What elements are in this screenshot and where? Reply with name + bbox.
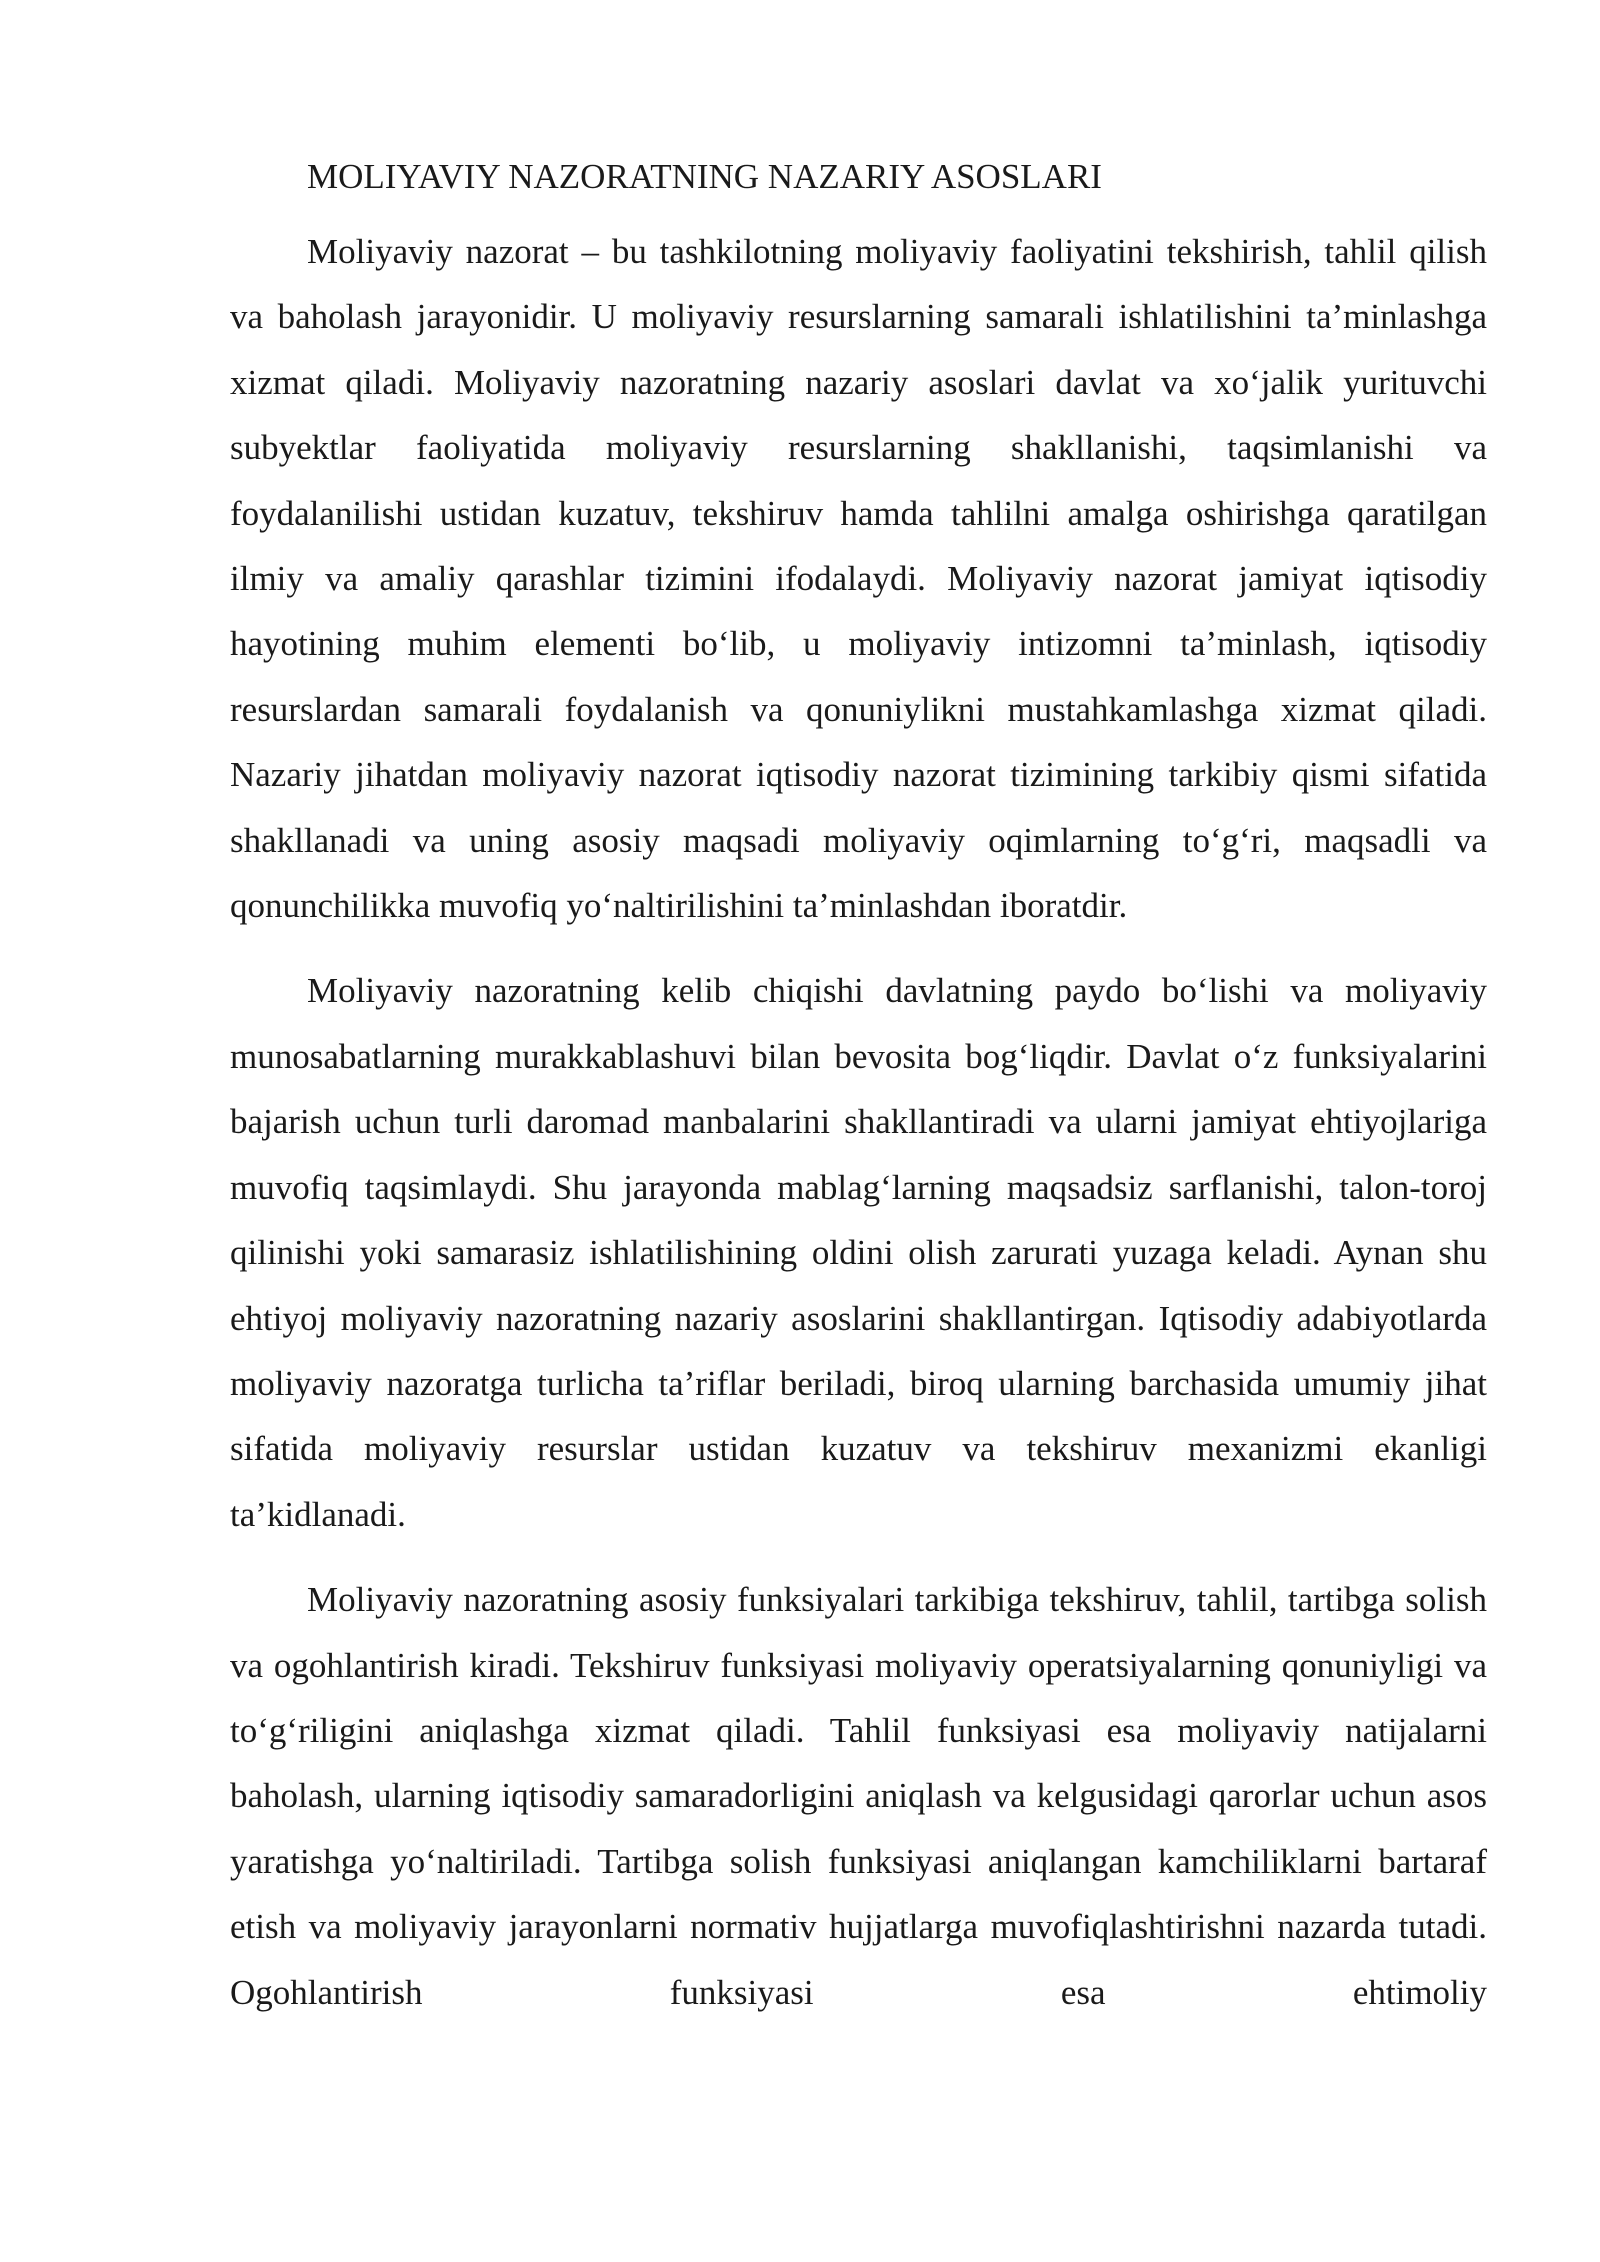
document-title: MOLIYAVIY NAZORATNING NAZARIY ASOSLARI (307, 157, 1102, 196)
document-page (230, 150, 1487, 2045)
paragraph-3: Moliyaviy nazoratning asosiy funksiyalari tarkibiga tekshiruv, tahlil, tartibga solish va ogohlantirish kiradi. Tekshiruv funksiyasi moliyaviy operatsiyalarning qonuniyligi va to‘g‘riligini aniqlashga xizmat qiladi. Tahlil funksiyasi esa moliyaviy natijalarni baholash, ularning iqtisodiy samaradorligini aniqlash va kelgusidagi qarorlar uchun asos yaratishga yo‘naltiriladi. Tartibga solish funksiyasi aniqlangan kamchiliklarni bartaraf etish va moliyaviy jarayonlarni normativ hujjatlarga muvofiqlashtirishni nazarda tutadi. Ogohlantirish funksiyasi esa ehtimoliy (230, 1580, 1487, 2012)
paragraph-2: Moliyaviy nazoratning kelib chiqishi davlatning paydo bo‘lishi va moliyaviy munosabatlarning murakkablashuvi bilan bevosita bog‘liqdir. Davlat o‘z funksiyalarini bajarish uchun turli daromad manbalarini shakllantiradi va ularni jamiyat ehtiyojlariga muvofiq taqsimlaydi. Shu jarayonda mablag‘larning maqsadsiz sarflanishi, talon-toroj qilinishi yoki samarasiz ishlatilishining oldini olish zarurati yuzaga keladi. Aynan shu ehtiyoj moliyaviy nazoratning nazariy asoslarini shakllantirgan. Iqtisodiy adabiyotlarda moliyaviy nazoratga turlicha ta’riflar beriladi, biroq ularning barchasida umumiy jihat sifatida moliyaviy resurslar ustidan kuzatuv va tekshiruv mexanizmi ekanligi ta’kidlanadi. (230, 971, 1487, 1534)
paragraph-1: Moliyaviy nazorat – bu tashkilotning moliyaviy faoliyatini tekshirish, tahlil qilish va baholash jarayonidir. U moliyaviy resurslarning samarali ishlatilishini ta’minlashga xizmat qiladi. Moliyaviy nazoratning nazariy asoslari davlat va xo‘jalik yurituvchi subyektlar faoliyatida moliyaviy resurslarning shakllanishi, taqsimlanishi va foydalanilishi ustidan kuzatuv, tekshiruv hamda tahlilni amalga oshirishga qaratilgan ilmiy va amaliy qarashlar tizimini ifodalaydi. Moliyaviy nazorat jamiyat iqtisodiy hayotining muhim elementi bo‘lib, u moliyaviy intizomni ta’minlash, iqtisodiy resurslardan samarali foydalanish va qonuniylikni mustahkamlashga xizmat qiladi. Nazariy jihatdan moliyaviy nazorat iqtisodiy nazorat tizimining tarkibiy qismi sifatida shakllanadi va uning asosiy maqsadi moliyaviy oqimlarning to‘g‘ri, maqsadli va qonunchilikka muvofiq yo‘naltirilishini ta’minlashdan iboratdir. (230, 232, 1487, 926)
